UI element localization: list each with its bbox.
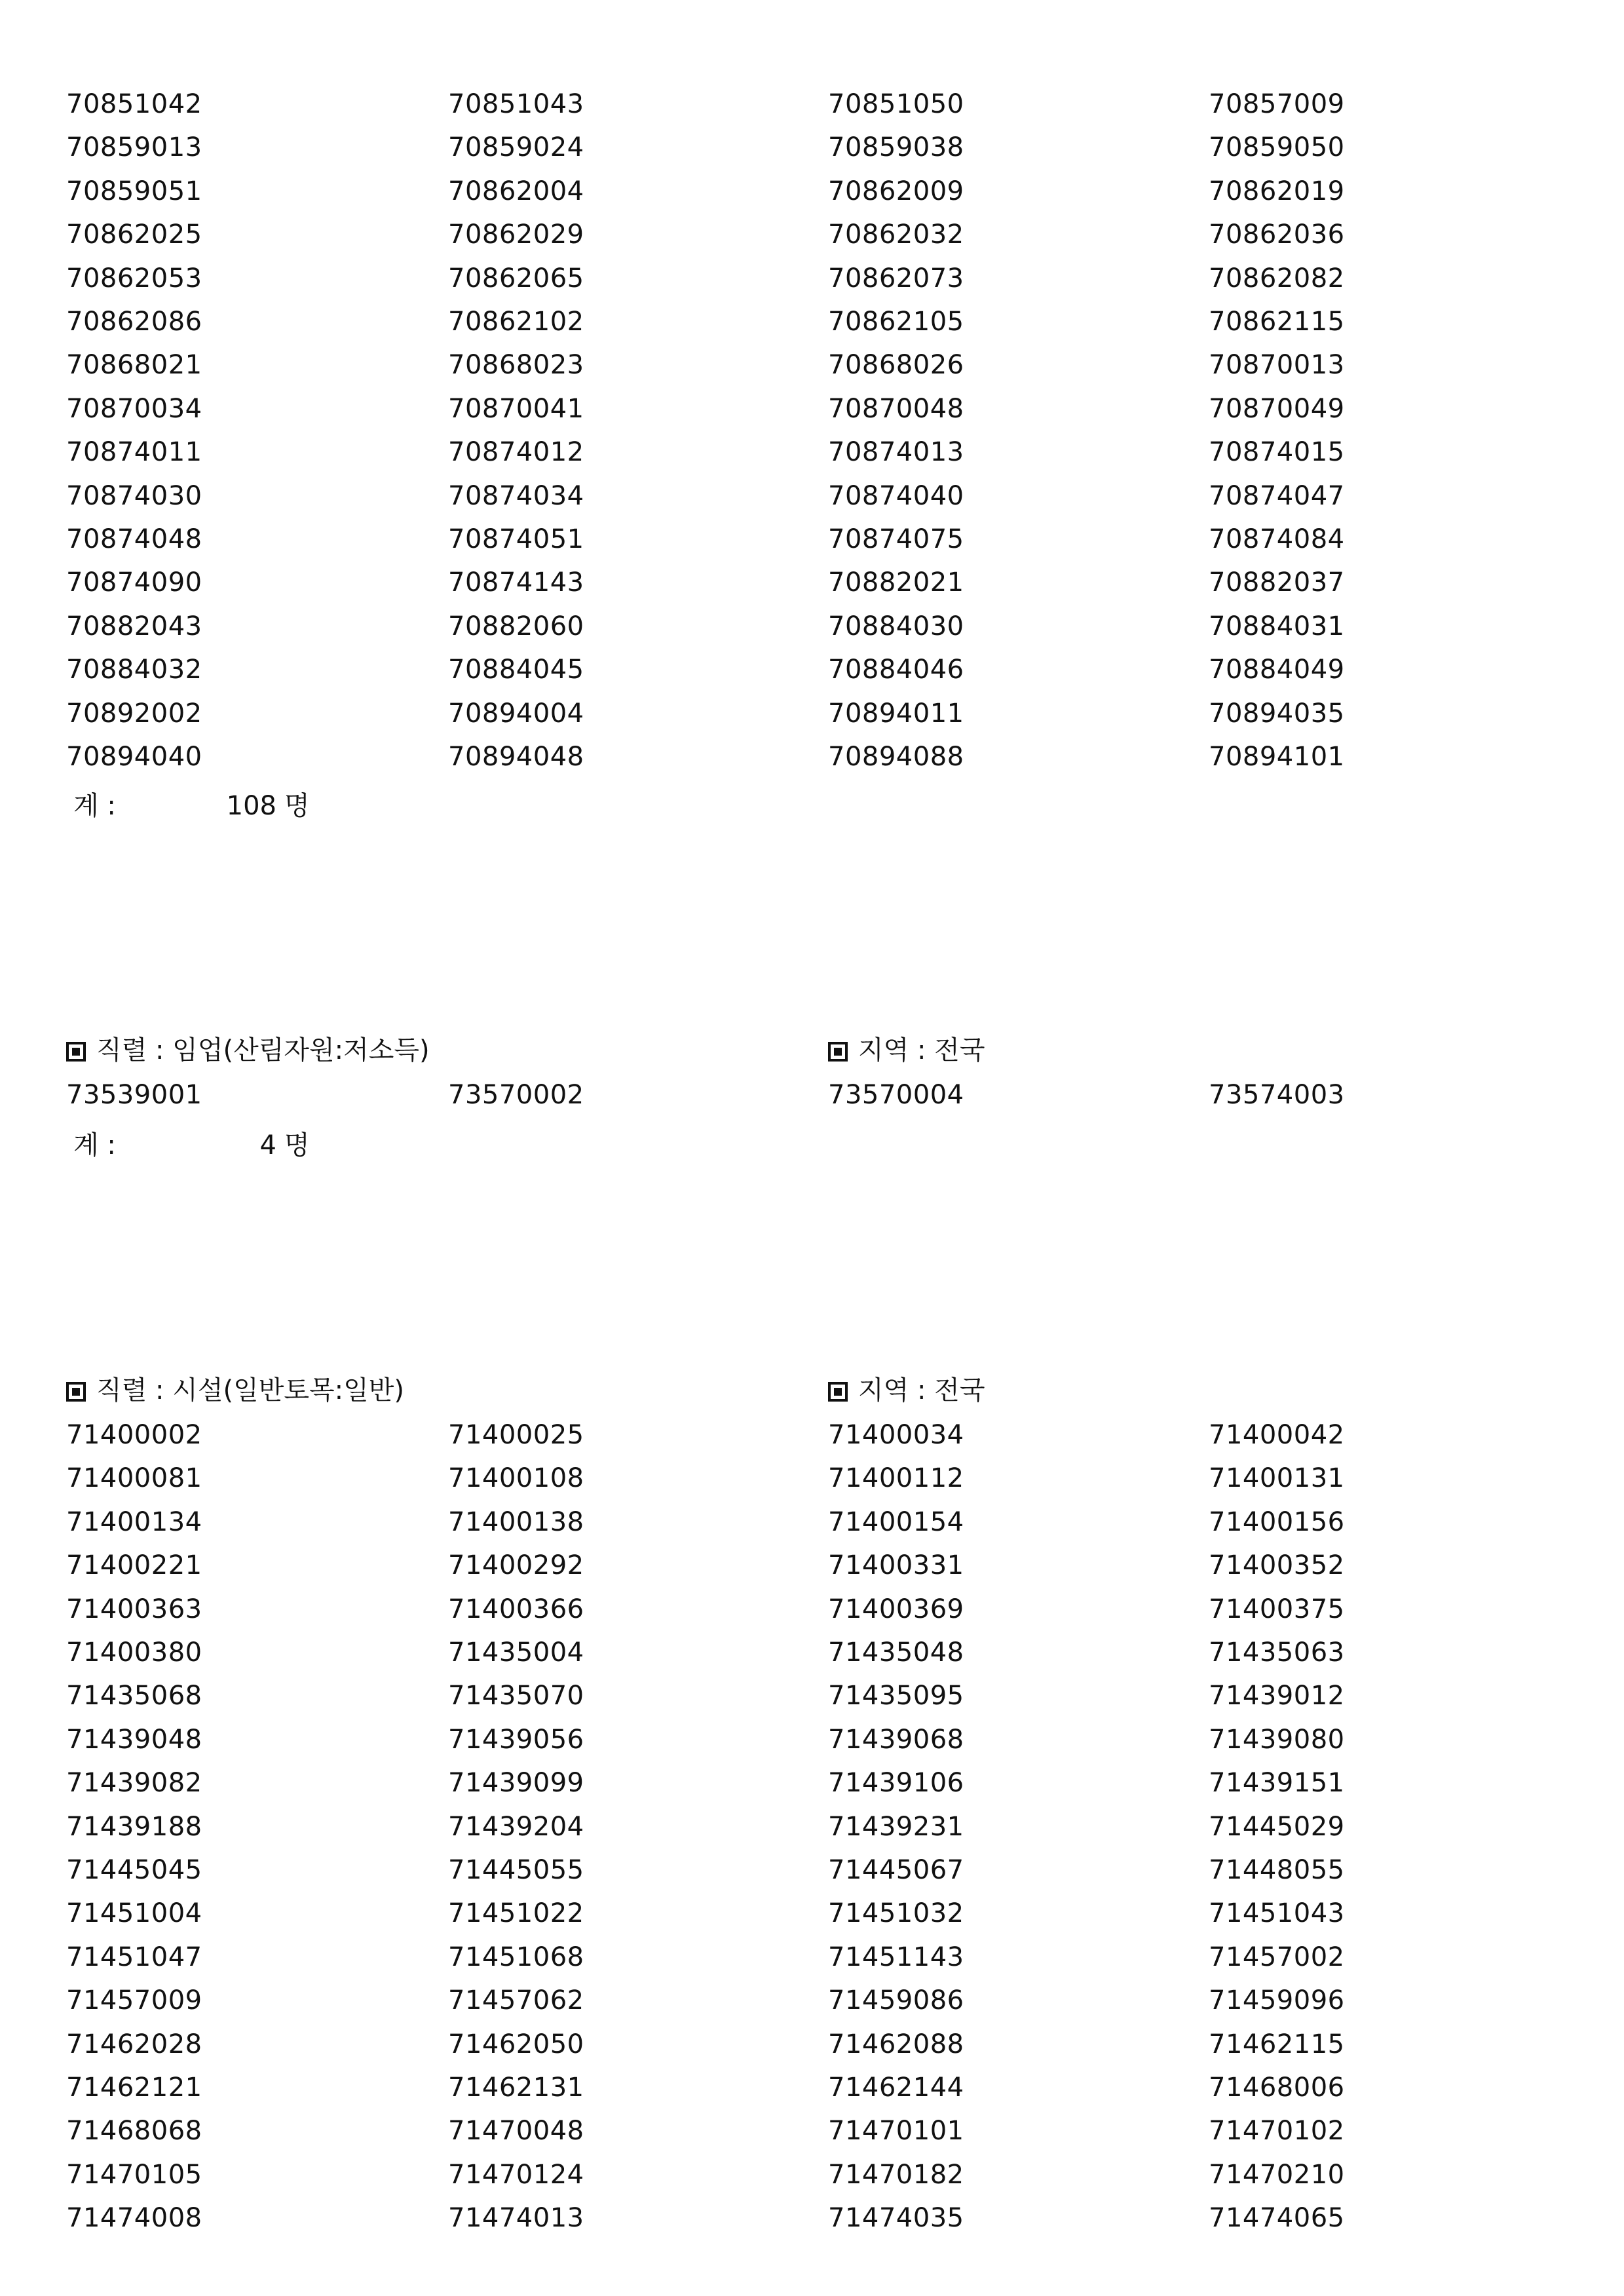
applicant-id: 71439188 (66, 1811, 202, 1842)
checkbox-square-icon (66, 1382, 86, 1402)
applicant-id: 70870041 (448, 393, 584, 424)
applicant-id: 70868021 (66, 350, 202, 381)
applicant-id: 70859051 (66, 176, 202, 206)
applicant-id: 71400112 (828, 1463, 964, 1494)
applicant-id: 71439012 (1209, 1681, 1345, 1712)
applicant-id: 71445067 (828, 1855, 964, 1885)
applicant-id: 70874048 (66, 524, 202, 554)
region-text: 지역 : 전국 (858, 1035, 985, 1065)
id-row (0, 518, 1624, 561)
applicant-id: 71400002 (66, 1420, 202, 1450)
applicant-id: 70874047 (1209, 480, 1345, 511)
applicant-id: 71400352 (1209, 1550, 1345, 1581)
applicant-id: 71468006 (1209, 2073, 1345, 2103)
applicant-id: 71448055 (1209, 1855, 1345, 1885)
id-row (0, 1761, 1624, 1805)
applicant-id: 71439106 (828, 1768, 964, 1799)
applicant-id: 71400156 (1209, 1506, 1345, 1537)
id-row (0, 213, 1624, 256)
applicant-id: 70870013 (1209, 350, 1345, 381)
applicant-id: 71400131 (1209, 1463, 1345, 1494)
applicant-id: 70862053 (66, 263, 202, 294)
id-row (0, 605, 1624, 648)
applicant-id: 70874084 (1209, 524, 1345, 554)
applicant-id: 70882060 (448, 611, 584, 641)
applicant-id: 71474065 (1209, 2203, 1345, 2234)
applicant-id: 70874051 (448, 524, 584, 554)
applicant-id: 71400292 (448, 1550, 584, 1581)
id-row (0, 2023, 1624, 2066)
applicant-id: 70874040 (828, 480, 964, 511)
applicant-id: 71400034 (828, 1420, 964, 1450)
applicant-id: 70862086 (66, 307, 202, 337)
applicant-id: 71400108 (448, 1463, 584, 1494)
applicant-id: 71400366 (448, 1594, 584, 1624)
applicant-id: 71457062 (448, 1985, 584, 2016)
applicant-id: 70894048 (448, 742, 584, 772)
applicant-id: 70862073 (828, 263, 964, 294)
total-label: 계 : (73, 791, 116, 821)
applicant-id: 71439082 (66, 1768, 202, 1799)
region-label (828, 1029, 985, 1072)
applicant-id: 70859038 (828, 132, 964, 163)
id-row (0, 1588, 1624, 1631)
id-row (0, 648, 1624, 691)
applicant-id: 71435063 (1209, 1637, 1345, 1668)
applicant-id: 71462050 (448, 2029, 584, 2059)
id-row (0, 1501, 1624, 1544)
applicant-id: 71457002 (1209, 1942, 1345, 1972)
id-row (0, 343, 1624, 387)
applicant-id: 70862115 (1209, 307, 1345, 337)
applicant-id: 70894040 (66, 742, 202, 772)
applicant-id: 71470101 (828, 2116, 964, 2147)
applicant-id: 71445029 (1209, 1811, 1345, 1842)
id-row (0, 1936, 1624, 1979)
applicant-id: 70874013 (828, 437, 964, 468)
applicant-id: 71400221 (66, 1550, 202, 1581)
applicant-id: 70874034 (448, 480, 584, 511)
applicant-id: 71457009 (66, 1985, 202, 2016)
applicant-id: 70851050 (828, 89, 964, 119)
id-row (0, 735, 1624, 778)
id-row (0, 1805, 1624, 1848)
applicant-id: 71451068 (448, 1942, 584, 1972)
id-row (0, 1073, 1624, 1117)
applicant-id: 71435095 (828, 1681, 964, 1712)
applicant-id: 70894011 (828, 698, 964, 729)
applicant-id: 70859024 (448, 132, 584, 163)
applicant-id: 71400081 (66, 1463, 202, 1494)
applicant-id: 71435048 (828, 1637, 964, 1668)
applicant-id: 70862036 (1209, 220, 1345, 250)
applicant-id: 71470048 (448, 2116, 584, 2147)
job-category-text: 직렬 : 시설(일반토목:일반) (96, 1375, 404, 1406)
applicant-id: 70894004 (448, 698, 584, 729)
applicant-id: 71470182 (828, 2159, 964, 2190)
applicant-id: 70851042 (66, 89, 202, 119)
applicant-id: 70882037 (1209, 567, 1345, 598)
applicant-id: 71462115 (1209, 2029, 1345, 2059)
job-category-text: 직렬 : 임업(산림자원:저소득) (96, 1035, 430, 1065)
job-category-label (66, 1369, 404, 1412)
applicant-id: 70862082 (1209, 263, 1345, 294)
applicant-id: 71439231 (828, 1811, 964, 1842)
id-row (0, 2196, 1624, 2240)
job-category-label (66, 1029, 430, 1072)
applicant-id: 71474035 (828, 2203, 964, 2234)
id-row (0, 1631, 1624, 1674)
applicant-id: 71400042 (1209, 1420, 1345, 1450)
applicant-id: 71470102 (1209, 2116, 1345, 2147)
id-row (0, 1457, 1624, 1500)
applicant-id: 70862004 (448, 176, 584, 206)
applicant-id: 70851043 (448, 89, 584, 119)
applicant-id: 73570004 (828, 1080, 964, 1110)
applicant-id: 70862065 (448, 263, 584, 294)
id-row (0, 2109, 1624, 2152)
applicant-id: 71400363 (66, 1594, 202, 1624)
applicant-id: 71470210 (1209, 2159, 1345, 2190)
applicant-id: 70884049 (1209, 655, 1345, 685)
id-row (0, 2153, 1624, 2196)
id-row (0, 2066, 1624, 2109)
applicant-id: 70874075 (828, 524, 964, 554)
applicant-id: 71435068 (66, 1681, 202, 1712)
applicant-id: 70874012 (448, 437, 584, 468)
id-row (0, 1718, 1624, 1761)
applicant-id: 70862025 (66, 220, 202, 250)
applicant-id: 71445045 (66, 1855, 202, 1885)
applicant-id: 71462131 (448, 2073, 584, 2103)
applicant-id: 71462028 (66, 2029, 202, 2059)
applicant-id: 70859013 (66, 132, 202, 163)
total-unit: 명 (284, 1130, 310, 1160)
id-row (0, 561, 1624, 604)
applicant-id: 70868026 (828, 350, 964, 381)
id-row (0, 430, 1624, 474)
applicant-id: 71474008 (66, 2203, 202, 2234)
applicant-id: 71439204 (448, 1811, 584, 1842)
applicant-id: 70870034 (66, 393, 202, 424)
applicant-id: 70862009 (828, 176, 964, 206)
id-row (0, 300, 1624, 343)
applicant-id: 71400331 (828, 1550, 964, 1581)
applicant-id: 71400134 (66, 1506, 202, 1537)
applicant-id: 71400154 (828, 1506, 964, 1537)
applicant-id: 71435070 (448, 1681, 584, 1712)
applicant-id: 71435004 (448, 1637, 584, 1668)
applicant-id: 70884030 (828, 611, 964, 641)
applicant-id: 71459086 (828, 1985, 964, 2016)
applicant-id: 70857009 (1209, 89, 1345, 119)
applicant-id: 70862029 (448, 220, 584, 250)
applicant-id: 70870049 (1209, 393, 1345, 424)
id-row (0, 692, 1624, 735)
applicant-id: 71451022 (448, 1898, 584, 1929)
applicant-id: 70874143 (448, 567, 584, 598)
total-count: 4 (259, 1130, 276, 1160)
applicant-id: 71439099 (448, 1768, 584, 1799)
applicant-id: 70870048 (828, 393, 964, 424)
total-unit: 명 (284, 791, 310, 821)
applicant-id: 70884046 (828, 655, 964, 685)
applicant-id: 70874090 (66, 567, 202, 598)
applicant-id: 70894035 (1209, 698, 1345, 729)
applicant-id: 70874030 (66, 480, 202, 511)
applicant-id: 73539001 (66, 1080, 202, 1110)
applicant-id: 70884031 (1209, 611, 1345, 641)
applicant-id: 70862102 (448, 307, 584, 337)
applicant-id: 71400138 (448, 1506, 584, 1537)
applicant-id: 71439056 (448, 1724, 584, 1755)
applicant-id: 70862019 (1209, 176, 1345, 206)
applicant-id: 71462121 (66, 2073, 202, 2103)
checkbox-square-icon (828, 1042, 848, 1062)
applicant-id: 70882043 (66, 611, 202, 641)
applicant-id: 71439068 (828, 1724, 964, 1755)
applicant-id: 70874011 (66, 437, 202, 468)
id-row (0, 126, 1624, 169)
applicant-id: 71439048 (66, 1724, 202, 1755)
applicant-id: 70884032 (66, 655, 202, 685)
applicant-id: 71462088 (828, 2029, 964, 2059)
applicant-id: 71400375 (1209, 1594, 1345, 1624)
id-row (0, 170, 1624, 213)
region-label (828, 1369, 985, 1412)
applicant-id: 71439080 (1209, 1724, 1345, 1755)
id-row (0, 1892, 1624, 1935)
section2-header (0, 1029, 1624, 1072)
total-label: 계 : (73, 1130, 116, 1160)
applicant-id: 71451047 (66, 1942, 202, 1972)
id-row (0, 257, 1624, 300)
id-row (0, 387, 1624, 430)
applicant-id: 71470105 (66, 2159, 202, 2190)
applicant-id: 71451043 (1209, 1898, 1345, 1929)
id-row (0, 1848, 1624, 1892)
applicant-id: 71451143 (828, 1942, 964, 1972)
applicant-id: 70882021 (828, 567, 964, 598)
id-row (0, 1674, 1624, 1717)
applicant-id: 71445055 (448, 1855, 584, 1885)
applicant-id: 70874015 (1209, 437, 1345, 468)
applicant-id: 70859050 (1209, 132, 1345, 163)
applicant-id: 71459096 (1209, 1985, 1345, 2016)
applicant-id: 71451004 (66, 1898, 202, 1929)
checkbox-square-icon (828, 1382, 848, 1402)
id-row (0, 1544, 1624, 1587)
applicant-id: 71400025 (448, 1420, 584, 1450)
applicant-id: 71462144 (828, 2073, 964, 2103)
total-count: 108 (226, 791, 276, 821)
applicant-id: 71468068 (66, 2116, 202, 2147)
id-row (0, 474, 1624, 518)
applicant-id: 71474013 (448, 2203, 584, 2234)
id-row (0, 1979, 1624, 2022)
applicant-id: 70884045 (448, 655, 584, 685)
applicant-id: 70862105 (828, 307, 964, 337)
applicant-id: 70862032 (828, 220, 964, 250)
checkbox-square-icon (66, 1042, 86, 1062)
applicant-id: 71400380 (66, 1637, 202, 1668)
applicant-id: 71470124 (448, 2159, 584, 2190)
applicant-id: 73574003 (1209, 1080, 1345, 1110)
applicant-id: 70868023 (448, 350, 584, 381)
applicant-id: 70894088 (828, 742, 964, 772)
applicant-id: 70894101 (1209, 742, 1345, 772)
applicant-id: 70892002 (66, 698, 202, 729)
id-row (0, 83, 1624, 126)
applicant-id: 71439151 (1209, 1768, 1345, 1799)
applicant-id: 71400369 (828, 1594, 964, 1624)
applicant-id: 71451032 (828, 1898, 964, 1929)
id-row (0, 1413, 1624, 1457)
section3-header (0, 1369, 1624, 1412)
applicant-id: 73570002 (448, 1080, 584, 1110)
region-text: 지역 : 전국 (858, 1375, 985, 1406)
